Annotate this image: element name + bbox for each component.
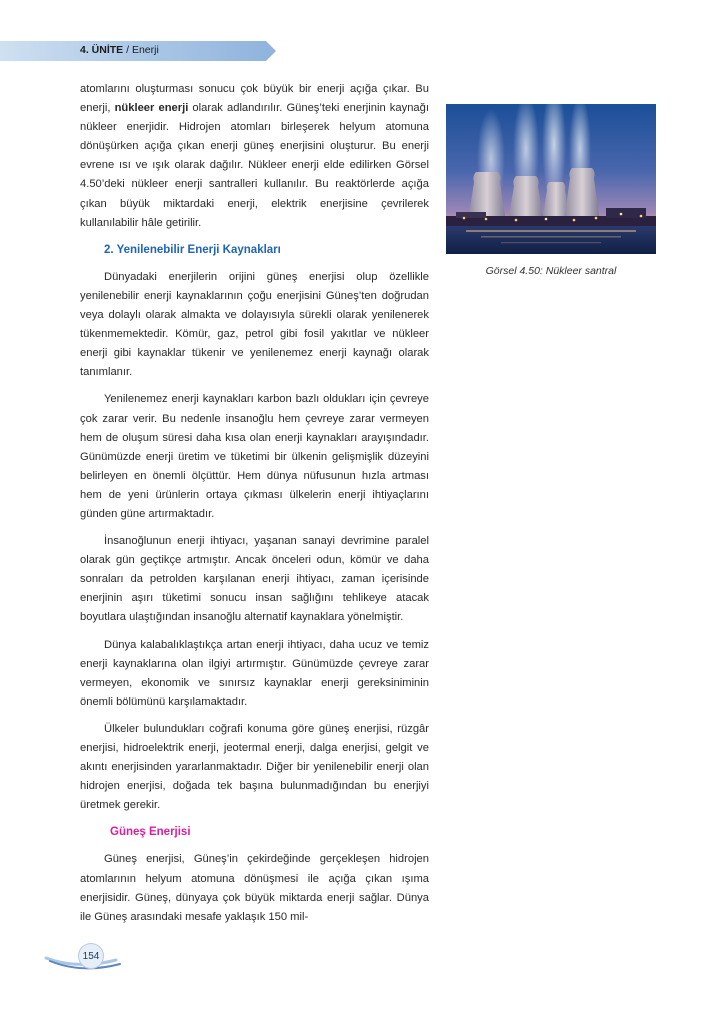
header-separator: /	[123, 44, 132, 56]
paragraph-energy-need: İnsanoğlunun enerji ihtiyacı, yaşanan sanayi devrimine paralel olarak gün geçtikçe artmıştır. Ancak önceleri odun, kömür ve daha sonraları da petrolden karşılanan enerji ihtiyacı, zaman içerisinde enerjinin aşırı tüketimi sonucu insan sağlığını tehlikeye atacak boyutlara ulaştığından insanoğlu alternatif kaynaklara yönelmiştir.	[80, 535, 429, 624]
paragraph-nonrenewable: Yenilenemez enerji kaynakları karbon bazlı oldukları için çevreye çok zarar verir. Bu nedenle insanoğlu hem çevreye zarar vermeyen hem de oluşum süresi daha kısa olan enerji kaynakları arayışındadır. Günümüzde enerji üretim ve tüketimi bir ülkenin gelişmişlik düzeyini belirleyen en önemli ölçüttür. Hem dünya nüfusunun hızla artması hem de yeni ürünlerin ortaya çıkması ülkelerin enerji ihtiyaçlarını günden güne artırmaktadır.	[80, 393, 429, 520]
section-heading-solar: Güneş Enerjisi	[110, 826, 191, 839]
term-nuclear-energy: nükleer enerji	[114, 102, 189, 115]
paragraph-clean-energy: Dünya kalabalıklaştıkça artan enerji ihtiyacı, daha ucuz ve temiz enerji kaynaklarına olan ilgiyi artırmıştır. Günümüzde çevreye zarar vermeyen, ekonomik ve sınırsız kaynaklar enerji gereksiniminin önemli bölümünü karşılamaktadır.	[80, 638, 429, 708]
paragraph-solar: Güneş enerjisi, Güneş’in çekirdeğinde gerçekleşen hidrojen atomlarının helyum atomuna dönüşmesi ile açığa çıkan ışıma enerjisidir. Güneş, dünyaya çok büyük miktarda enerji sağlar. Dünya ile Güneş arasındaki mesafe yaklaşık 150 mil-	[80, 853, 429, 923]
figure-caption: Görsel 4.50: Nükleer santral	[485, 265, 617, 277]
nuclear-plant-photo	[446, 104, 656, 254]
page-number: 154	[78, 943, 104, 969]
paragraph-countries: Ülkeler bulundukları coğrafi konuma göre güneş enerjisi, rüzgâr enerjisi, hidroelektrik enerji, jeotermal enerji, dalga enerjisi, gelgit ve akıntı enerjisinden yararlanmaktadır. Diğer bir yenilenebilir enerji olan hidrojen enerjisi, doğada tek başına bulunmadığından bu enerjiyi üretmek gerekir.	[80, 722, 429, 812]
section-heading-renewable: 2. Yenilenebilir Enerji Kaynakları	[104, 243, 281, 256]
main-text-column	[80, 80, 429, 935]
unit-header	[80, 44, 159, 56]
paragraph-origin: Dünyadaki enerjilerin orijini güneş enerjisi olup özellikle yenilenebilir enerji kaynaklarının çoğu enerjisini Güneş’ten doğrudan veya dolaylı olarak almakta ve dolayısıyla sürekli olarak yenilenerek tükenmemektedir. Kömür, gaz, petrol gibi fosil yakıtlar ve nükleer enerji gibi kaynaklar tükenir ve yenilenemez enerji kaynağı olarak tanımlanır.	[80, 270, 429, 379]
unit-topic: Enerji	[131, 44, 159, 56]
unit-number: 4. ÜNİTE	[80, 44, 124, 56]
nuclear-power-plant-icon	[446, 104, 656, 254]
paragraph-nuclear: atomlarını oluşturması sonucu çok büyük bir enerji açığa çıkar. Bu enerji, nükleer enerji olarak adlandırılır. Güneş’teki enerjinin kaynağı nükleer enerjidir. Hidrojen atomları birleşerek helyum atomuna dönüşürken açığa çıkan enerji güneş enerjisini oluşturur. Bu enerji evrene ısı ve ışık olarak dağılır. Nükleer enerji elde edilirken Görsel 4.50’deki nükleer enerji santralleri kullanılır. Bu reaktörlerde açığa çıkan büyük miktardaki enerji, elektrik enerjisine çevrilerek kullanılabilir hâle getirilir.	[80, 83, 429, 229]
